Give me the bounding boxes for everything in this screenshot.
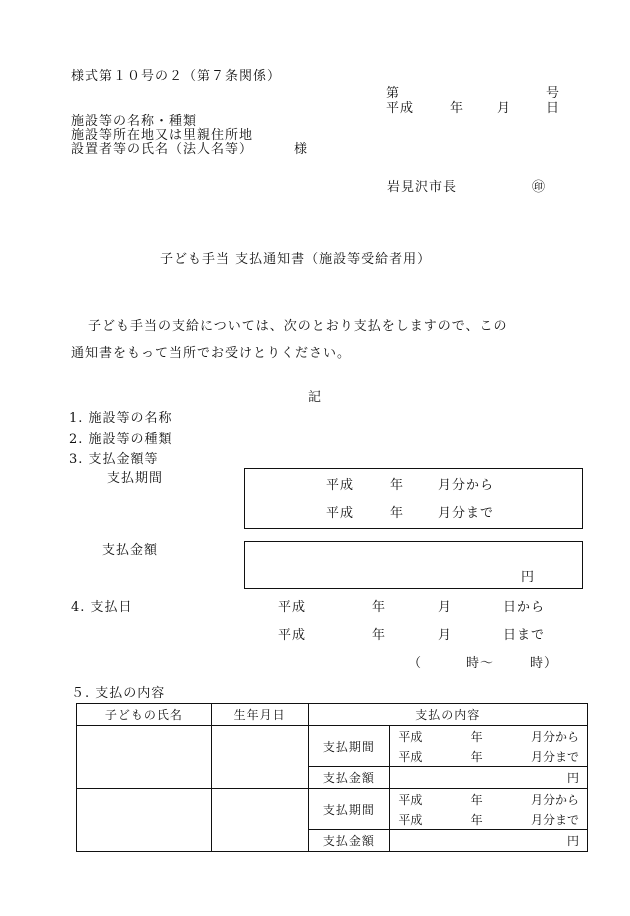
- date-day: 日: [546, 101, 561, 116]
- pay-to-year: 年: [372, 628, 387, 643]
- row-period-from: 平成 年 月分から: [390, 726, 588, 747]
- header-payment-content: 支払の内容: [308, 704, 588, 726]
- pay-to-month: 月: [438, 628, 453, 643]
- period-to-year: 年: [390, 506, 405, 521]
- issuer-name: 岩見沢市長: [387, 180, 458, 195]
- date-era: 平成: [386, 101, 415, 116]
- form-number: 様式第１０号の２（第７条関係）: [71, 69, 282, 84]
- period-to-month: 月分まで: [438, 506, 495, 521]
- row-period-from: 平成 年 月分から: [390, 789, 588, 810]
- row-period-to: 平成 年 月分まで: [390, 809, 588, 830]
- payment-period-label: 支払期間: [107, 471, 164, 486]
- pay-from-year: 年: [372, 600, 387, 615]
- header-child-name: 子どもの氏名: [77, 704, 212, 726]
- addressee-line1: 施設等の名称・種類: [71, 114, 198, 129]
- date-month: 月: [497, 101, 512, 116]
- birthdate-cell: [211, 789, 308, 852]
- body-line2: 通知書をもって当所でお受けとりください。: [71, 346, 352, 361]
- number-dai: 第: [386, 86, 401, 101]
- table-header-row: [77, 704, 588, 726]
- period-from-era: 平成: [326, 478, 355, 493]
- row-period-to: 平成 年 月分まで: [390, 746, 588, 767]
- table-row: [77, 789, 588, 810]
- seal-mark: ㊞: [532, 180, 547, 195]
- date-year: 年: [450, 101, 465, 116]
- child-name-cell: [77, 726, 212, 789]
- time-from: 時～: [466, 656, 495, 671]
- table-row: [77, 726, 588, 747]
- item-1: 1. 施設等の名称: [69, 411, 173, 426]
- period-from-year: 年: [390, 478, 405, 493]
- time-to: 時）: [530, 656, 559, 671]
- addressee-line3: 設置者等の氏名（法人名等）: [71, 142, 254, 157]
- amount-yen: 円: [521, 570, 536, 585]
- period-to-era: 平成: [326, 506, 355, 521]
- header-birthdate: 生年月日: [211, 704, 308, 726]
- payment-period-box: [244, 468, 583, 529]
- row-period-label: 支払期間: [308, 789, 390, 830]
- pay-from-month: 月: [438, 600, 453, 615]
- number-go: 号: [546, 86, 561, 101]
- birthdate-cell: [211, 726, 308, 789]
- row-period-label: 支払期間: [308, 726, 390, 767]
- row-amount-label: 支払金額: [308, 830, 390, 852]
- period-from-month: 月分から: [438, 478, 495, 493]
- row-amount-label: 支払金額: [308, 767, 390, 789]
- payment-amount-label: 支払金額: [102, 543, 159, 558]
- addressee-line2: 施設等所在地又は里親住所地: [71, 128, 254, 143]
- item-2: 2. 施設等の種類: [69, 432, 173, 447]
- document-title: 子ども手当 支払通知書（施設等受給者用）: [160, 252, 432, 267]
- ki-heading: 記: [308, 390, 323, 405]
- child-name-cell: [77, 789, 212, 852]
- row-amount-yen: 円: [390, 767, 588, 789]
- payment-content-table: [76, 703, 588, 852]
- body-line1: 子ども手当の支給については、次のとおり支払をしますので、この: [88, 319, 508, 334]
- row-amount-yen: 円: [390, 830, 588, 852]
- item-3: 3. 支払金額等: [69, 452, 159, 467]
- pay-to-day: 日まで: [503, 628, 546, 643]
- item-4: 4. 支払日: [71, 600, 133, 615]
- pay-to-era: 平成: [278, 628, 307, 643]
- section5-title: ５. 支払の内容: [71, 686, 166, 701]
- addressee-honorific: 様: [294, 142, 309, 157]
- pay-from-era: 平成: [278, 600, 307, 615]
- pay-from-day: 日から: [503, 600, 546, 615]
- time-open: （: [408, 656, 423, 671]
